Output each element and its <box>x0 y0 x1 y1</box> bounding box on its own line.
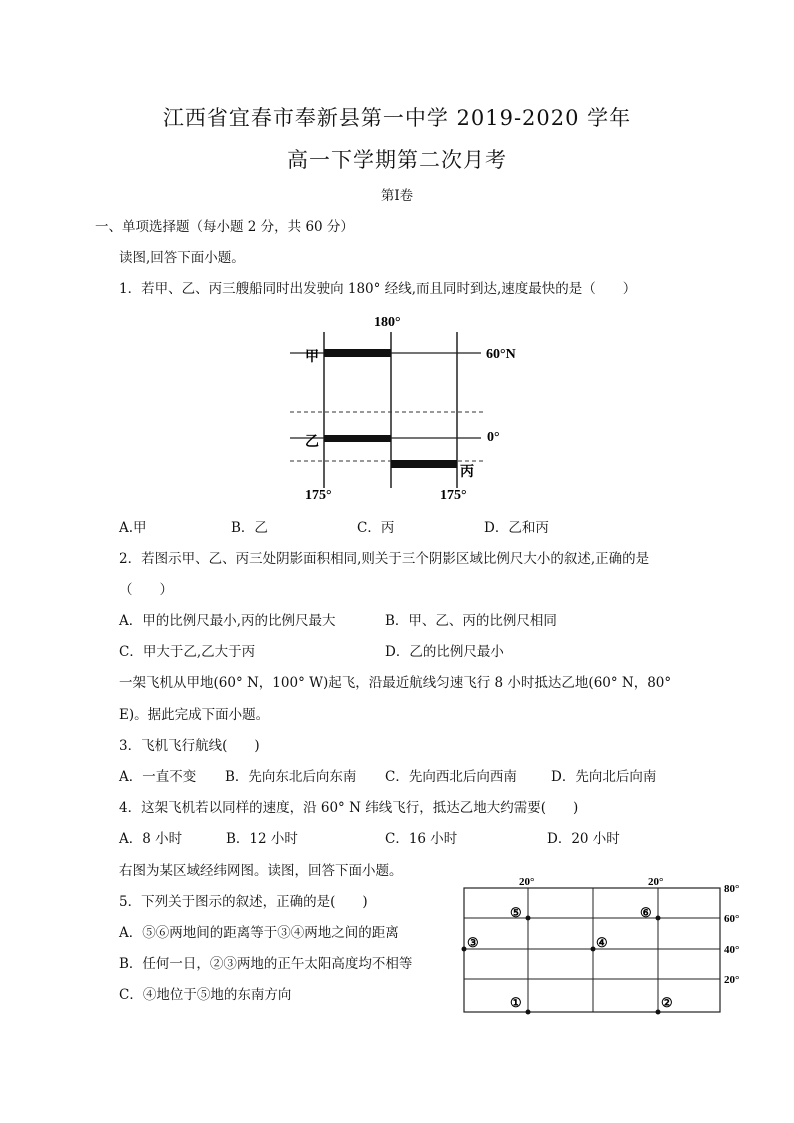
q2-option-c: C．甲大于乙,乙大于丙 <box>119 644 256 660</box>
q1-option-d: D．乙和丙 <box>484 520 549 536</box>
fig2-point-2: ② <box>661 995 673 1010</box>
q2-option-a: A．甲的比例尺最小,丙的比例尺最大 <box>119 613 336 629</box>
q4-option-d: D．20 小时 <box>547 831 620 847</box>
fig1-top-label: 180° <box>374 315 401 330</box>
fig1-ship-c: 丙 <box>460 465 474 480</box>
figure-2-graticule <box>455 872 785 1017</box>
q2-blank: （ ） <box>119 582 173 598</box>
q4-option-c: C．16 小时 <box>385 831 458 847</box>
figure-1-map <box>285 310 535 505</box>
q3-option-b: B．先向东北后向东南 <box>225 769 357 785</box>
intro-2-line-1: 一架飞机从甲地(60° N，100° W)起飞，沿最近航线匀速飞行 8 小时抵达乙地(60° N，80° <box>119 675 672 691</box>
fig2-lat-20: 20° <box>724 974 740 986</box>
q3-option-a: A．一直不变 <box>119 769 197 785</box>
q2-stem: 2．若图示甲、乙、丙三处阴影面积相同,则关于三个阴影区域比例尺大小的叙述,正确的是 <box>119 551 650 567</box>
shaded-area-b <box>324 435 391 442</box>
q5-option-c: C．④地位于⑤地的东南方向 <box>119 987 292 1003</box>
fig1-ship-b: 乙 <box>305 435 319 450</box>
q1-option-a: A.甲 <box>119 520 147 536</box>
q5-option-a: A．⑤⑥两地间的距离等于③④两地之间的距离 <box>119 925 399 941</box>
fig2-lat-80: 80° <box>724 883 740 895</box>
fig2-lat-40: 40° <box>724 944 740 956</box>
title-line-2: 高一下学期第二次月考 <box>287 148 507 172</box>
title-line-1: 江西省宜春市奉新县第一中学 2019-2020 学年 <box>162 106 632 130</box>
q5-option-b: B．任何一日，②③两地的正午太阳高度均不相等 <box>119 956 413 972</box>
intro-2-line-2: E)。据此完成下面小题。 <box>119 707 270 723</box>
fig2-top-left: 20° <box>519 876 535 888</box>
fig1-ship-a: 甲 <box>305 350 319 365</box>
q2-option-b: B．甲、乙、丙的比例尺相同 <box>385 613 557 629</box>
q3-option-c: C．先向西北后向西南 <box>385 769 517 785</box>
shaded-area-a <box>324 349 391 357</box>
fig2-top-right: 20° <box>648 876 664 888</box>
fig2-point-1: ① <box>510 995 522 1010</box>
fig1-lat-0: 0° <box>487 430 500 445</box>
q1-option-b: B．乙 <box>231 520 268 536</box>
fig2-point-5: ⑤ <box>510 905 522 920</box>
shaded-area-c <box>391 460 457 468</box>
fig1-bottom-left: 175° <box>305 488 332 503</box>
fig2-lat-60: 60° <box>724 913 740 925</box>
volume-label: 第Ⅰ卷 <box>380 188 414 204</box>
q5-stem: 5．下列关于图示的叙述，正确的是( ) <box>119 894 368 910</box>
intro-1: 读图,回答下面小题。 <box>119 250 245 266</box>
q4-option-b: B．12 小时 <box>226 831 298 847</box>
fig1-lat-60: 60°N <box>486 347 516 362</box>
fig1-bottom-right: 175° <box>440 488 467 503</box>
q1-option-c: C．丙 <box>357 520 395 536</box>
section-heading: 一、单项选择题（每小题 2 分，共 60 分） <box>95 219 354 235</box>
q4-option-a: A．8 小时 <box>119 831 183 847</box>
q2-option-d: D．乙的比例尺最小 <box>385 644 504 660</box>
fig2-point-4: ④ <box>596 935 608 950</box>
fig2-point-3: ③ <box>467 935 479 950</box>
fig2-point-6: ⑥ <box>640 905 652 920</box>
intro-3: 右图为某区域经纬网图。读图，回答下面小题。 <box>119 863 403 879</box>
q3-stem: 3．飞机飞行航线( ) <box>119 738 260 754</box>
q3-option-d: D．先向北后向南 <box>551 769 657 785</box>
q1-stem: 1．若甲、乙、丙三艘船同时出发驶向 180° 经线,而且同时到达,速度最快的是（ ） <box>119 281 637 297</box>
q4-stem: 4．这架飞机若以同样的速度，沿 60° N 纬线飞行，抵达乙地大约需要( ) <box>119 800 579 816</box>
